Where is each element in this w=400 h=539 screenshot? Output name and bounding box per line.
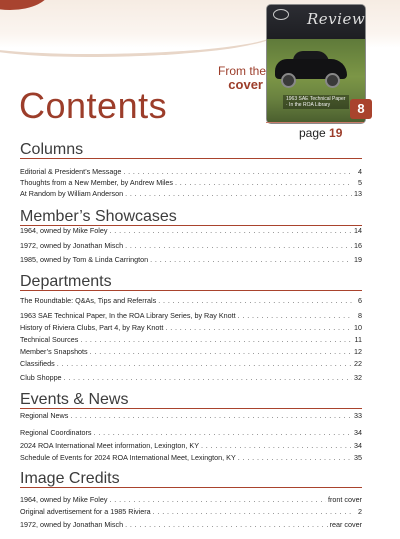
toc-entry[interactable]: [20, 373, 362, 383]
toc-entry[interactable]: [20, 411, 362, 421]
dot-leader: [150, 255, 352, 265]
dot-leader: [125, 241, 352, 251]
toc-entry-title: Thoughts from a New Member, by Andrew Miles: [20, 178, 173, 187]
dot-leader: [64, 373, 352, 383]
cover-caption: 1963 SAE Technical Paper · In the ROA Library: [283, 95, 349, 109]
toc-entry-title: The Roundtable: Q&As, Tips and Referrals: [20, 296, 157, 305]
section-divider: [20, 290, 362, 291]
dot-leader: [125, 520, 328, 530]
dot-leader: [238, 311, 352, 321]
section-divider: [20, 158, 362, 159]
toc-entry-page: 35: [354, 453, 362, 462]
toc-entry-page: 34: [354, 441, 362, 450]
toc-entry-title: Member’s Snapshots: [20, 347, 88, 356]
dot-leader: [110, 226, 353, 236]
toc-entry[interactable]: [20, 311, 362, 321]
toc-entry-page: 19: [354, 255, 362, 264]
toc-entry-page: 34: [354, 428, 362, 437]
dot-leader: [123, 167, 352, 177]
toc-entry-title: 1972, owned by Jonathan Misch: [20, 241, 124, 250]
toc-entry[interactable]: [20, 189, 362, 199]
cover-page-badge: 8: [350, 99, 372, 119]
section-heading-departments: Departments: [20, 273, 112, 290]
toc-entry-page: 8: [358, 311, 362, 320]
dot-leader: [175, 178, 352, 188]
toc-entry[interactable]: [20, 241, 362, 251]
dot-leader: [158, 296, 352, 306]
toc-entry-page: 11: [354, 335, 362, 344]
cover-page-reference[interactable]: [299, 126, 342, 140]
toc-entry-page: 5: [358, 178, 362, 187]
cover-masthead: Review: [307, 10, 366, 28]
toc-entry-title: 1972, owned by Jonathan Misch: [20, 520, 124, 529]
toc-entry[interactable]: [20, 335, 362, 345]
toc-entry[interactable]: [20, 226, 362, 236]
toc-entry-title: 1985, owned by Tom & Linda Carrington: [20, 255, 149, 264]
dot-leader: [238, 453, 352, 463]
toc-entry-title: Club Shoppe: [20, 373, 62, 382]
club-logo-icon: [273, 9, 289, 20]
car-wheel-icon: [325, 73, 340, 88]
dot-leader: [201, 441, 352, 451]
toc-entry-page: 16: [354, 241, 362, 250]
toc-entry-page: 12: [354, 347, 362, 356]
dot-leader: [110, 495, 327, 505]
page-title: Contents: [19, 85, 168, 126]
toc-entry-page: 13: [354, 189, 362, 198]
car-wheel-icon: [281, 73, 296, 88]
dot-leader: [90, 347, 352, 357]
toc-entry-title: 1964, owned by Mike Foley: [20, 495, 108, 504]
toc-entry-page: rear cover: [329, 520, 362, 529]
toc-entry-page: front cover: [328, 495, 362, 504]
toc-entry-page: 4: [358, 167, 362, 176]
toc-entry-page: 33: [354, 411, 362, 420]
section-heading-columns: Columns: [20, 141, 84, 158]
section-divider: [20, 408, 362, 409]
toc-entry-page: 2: [358, 507, 362, 516]
toc-entry-title: 1963 SAE Technical Paper, In the ROA Library Series, by Ray Knott: [20, 311, 236, 320]
toc-entry[interactable]: [20, 167, 362, 177]
toc-entry[interactable]: [20, 428, 362, 438]
cover-header: [267, 5, 365, 39]
toc-entry-page: 14: [354, 226, 362, 235]
page-ref-label: page: [299, 126, 326, 140]
dot-leader: [125, 189, 352, 199]
toc-entry[interactable]: [20, 520, 362, 530]
toc-entry[interactable]: [20, 296, 362, 306]
toc-entry-title: At Random by William Anderson: [20, 189, 124, 198]
toc-entry[interactable]: [20, 495, 362, 505]
toc-entry[interactable]: [20, 441, 362, 451]
dot-leader: [80, 335, 352, 345]
dot-leader: [165, 323, 352, 333]
toc-entry-title: Original advertisement for a 1985 Riviera: [20, 507, 151, 516]
dot-leader: [94, 428, 352, 438]
cover-word: cover: [228, 77, 263, 92]
toc-entry-title: 1964, owned by Mike Foley: [20, 226, 108, 235]
toc-entry-title: Technical Sources: [20, 335, 79, 344]
section-heading-member-s-showcases: Member’s Showcases: [20, 208, 177, 225]
toc-entry-title: Editorial & President’s Message: [20, 167, 122, 176]
toc-entry[interactable]: [20, 323, 362, 333]
toc-entry[interactable]: [20, 255, 362, 265]
toc-entry-page: 6: [358, 296, 362, 305]
section-heading-image-credits: Image Credits: [20, 470, 120, 487]
toc-entry[interactable]: [20, 178, 362, 188]
toc-entry-page: 22: [354, 359, 362, 368]
toc-entry-title: Regional Coordinators: [20, 428, 92, 437]
dot-leader: [57, 359, 352, 369]
toc-entry-title: Schedule of Events for 2024 ROA International Meet, Lexington, KY: [20, 453, 236, 462]
toc-entry-title: History of Riviera Clubs, Part 4, by Ray Knott: [20, 323, 164, 332]
toc-entry-title: 2024 ROA International Meet information, Lexington, KY: [20, 441, 199, 450]
toc-entry[interactable]: [20, 453, 362, 463]
section-divider: [20, 487, 362, 488]
toc-entry[interactable]: [20, 347, 362, 357]
page-ref-number: 19: [329, 126, 343, 140]
toc-entry-title: Regional News: [20, 411, 69, 420]
toc-entry-title: Classifieds: [20, 359, 55, 368]
from-the-cover-label: [218, 64, 267, 92]
toc-entry-page: 10: [354, 323, 362, 332]
toc-entry[interactable]: [20, 507, 362, 517]
dot-leader: [70, 411, 352, 421]
cover-divider: [266, 122, 364, 123]
toc-entry[interactable]: [20, 359, 362, 369]
toc-entry-page: 32: [354, 373, 362, 382]
dot-leader: [153, 507, 352, 517]
from-the-text: From the: [218, 64, 267, 78]
section-heading-events-news: Events & News: [20, 391, 129, 408]
decorative-curve: [0, 14, 280, 57]
